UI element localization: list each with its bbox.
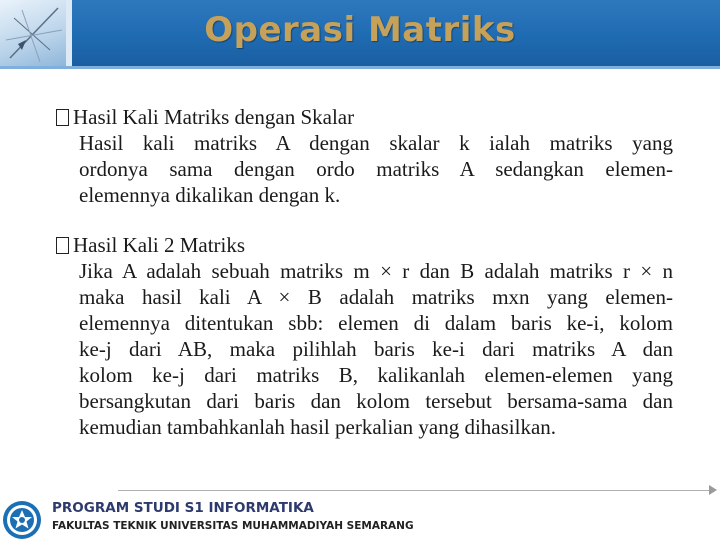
section-2-line-1: Jika A adalah sebuah matriks m × r dan B adalah matriks r × n [79,259,673,283]
section-2-line-3: elemennya ditentukan sbb: elemen di dalam baris ke-i, kolom [79,311,673,335]
arrow-right-icon [709,485,717,495]
section-1-heading [56,105,354,130]
section-2-line-4: ke-j dari AB, maka pilihlah baris ke-i dari matriks A dan [79,337,673,361]
footer-faculty-name: FAKULTAS TEKNIK UNIVERSITAS MUHAMMADIYAH SEMARANG [52,520,414,532]
section-2-line-7: kemudian tambahkanlah hasil perkalian yang dihasilkan. [79,415,557,439]
section-2-line-2: maka hasil kali A × B adalah matriks mxn yang elemen- [79,285,673,309]
section-1-line-3: elemennya dikalikan dengan k. [79,183,341,207]
section-1-line-2: ordonya sama dengan ordo matriks A sedangkan elemen- [79,157,673,181]
section-1-title: Hasil Kali Matriks dengan Skalar [73,105,355,129]
section-2-line-6: bersangkutan dari baris dan kolom tersebut bersama-sama dan [79,389,673,413]
square-bullet-icon [56,109,69,126]
section-2-heading [56,233,245,258]
square-bullet-icon [56,237,69,254]
footer-program-name: PROGRAM STUDI S1 INFORMATIKA [52,500,314,516]
section-2-title: Hasil Kali 2 Matriks [73,233,246,257]
section-2-line-5: kolom ke-j dari matriks B, kalikanlah elemen-elemen yang [79,363,673,387]
section-1-line-1: Hasil kali matriks A dengan skalar k ialah matriks yang [79,131,673,155]
footer-divider [118,490,714,491]
university-seal-icon [2,500,42,540]
slide-title: Operasi Matriks [204,10,516,50]
